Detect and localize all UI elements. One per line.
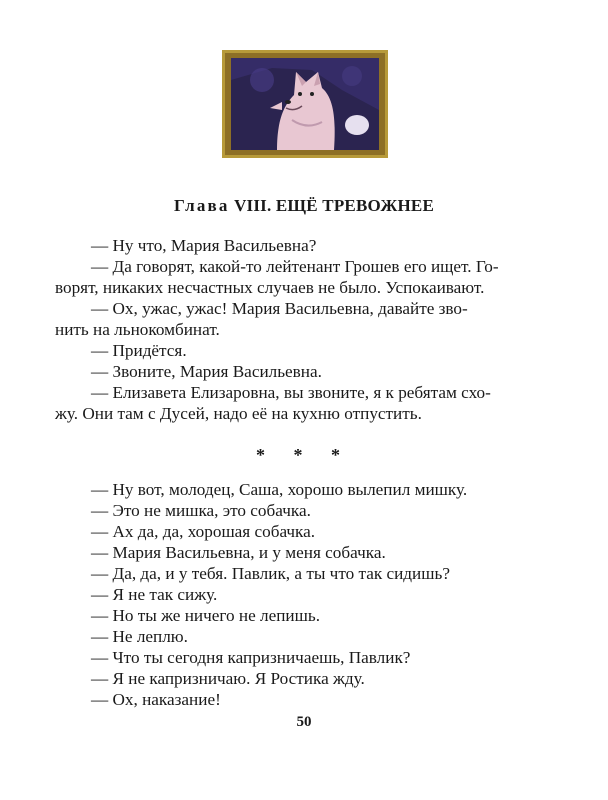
text-line: — Ах да, да, хорошая собачка. (91, 522, 316, 541)
text-line: — Не леплю. (91, 627, 188, 646)
page-number: 50 (296, 714, 312, 730)
text-line: — Да, да, и у тебя. Павлик, а ты что так сидишь? (91, 564, 450, 583)
text-line: — Ну вот, молодец, Саша, хорошо вылепил мишку. (91, 480, 468, 499)
chapter-title (0, 196, 608, 216)
text-line: — Придётся. (91, 341, 187, 360)
text-line: — Это не мишка, это собачка. (91, 501, 311, 520)
text-line: — Ох, ужас, ужас! Мария Васильевна, давайте зво- (91, 299, 468, 318)
text-line: — Звоните, Мария Васильевна. (91, 362, 322, 381)
text-line: — Что ты сегодня капризничаешь, Павлик? (91, 648, 411, 667)
text-line: жу. Они там с Дусей, надо её на кухню отпустить. (55, 404, 422, 423)
text-line: — Но ты же ничего не лепишь. (91, 606, 320, 625)
text-line: — Я не так сижу. (91, 585, 218, 604)
dog-picture-icon (222, 50, 388, 158)
text-line: — Ох, наказание! (91, 690, 221, 709)
text-line: — Мария Васильевна, и у меня собачка. (91, 543, 386, 562)
section-separator: * * * (256, 445, 352, 465)
text-line: — Елизавета Елизаровна, вы звоните, я к ребятам схо- (91, 383, 491, 402)
text-line: ворят, никаких несчастных случаев не было. Успокаивают. (55, 278, 485, 297)
chapter-label: Глава (173, 196, 230, 215)
text-line: — Ну что, Мария Васильевна? (91, 236, 317, 255)
dog-illustration (222, 50, 388, 158)
chapter-name: VIII. ЕЩЁ ТРЕВОЖНЕЕ (234, 196, 434, 215)
text-line: нить на льнокомбинат. (55, 320, 220, 339)
text-line: — Я не капризничаю. Я Ростика жду. (91, 669, 365, 688)
text-line: — Да говорят, какой-то лейтенант Грошев его ищет. Го- (91, 257, 499, 276)
